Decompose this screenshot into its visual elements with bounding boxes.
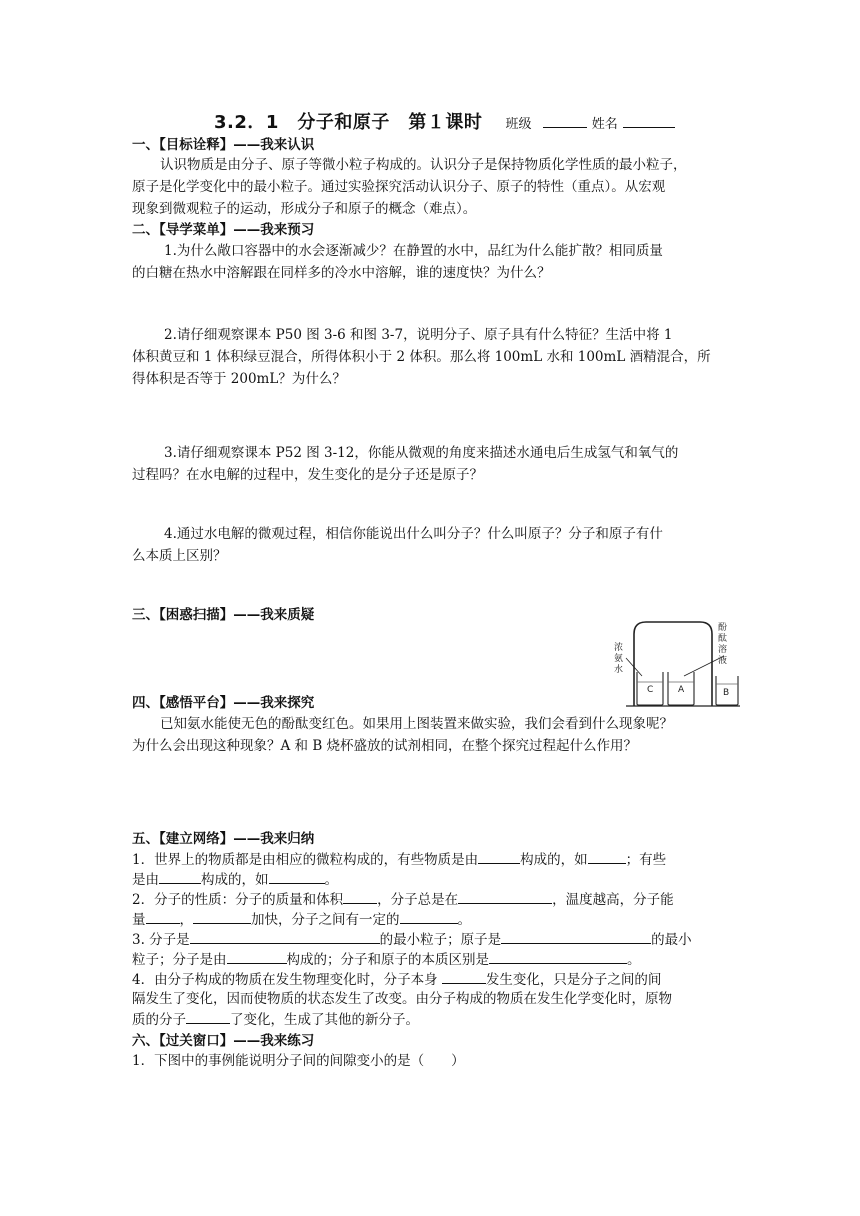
text: ， <box>179 912 193 928</box>
question-1-line: 1.为什么敞口容器中的水会逐渐减少？在静置的水中，品红为什么能扩散？相同质量 <box>164 243 663 259</box>
section-5-heading: 五、【建立网络】——我来归纳 <box>132 831 315 847</box>
text: 。 <box>457 912 471 928</box>
section-1-heading: 一、【目标诠释】——我来认识 <box>132 137 315 153</box>
label-conc-ammonia-3: 水 <box>614 665 624 675</box>
question-1-line: 的白糖在热水中溶解跟在同样多的冷水中溶解，谁的速度快？为什么？ <box>132 265 551 281</box>
text: 加快，分子之间有一定的 <box>251 912 400 928</box>
text: 是由 <box>132 872 159 888</box>
s1-text-line: 现象到微观粒子的运动，形成分子和原子的概念（难点）。 <box>132 201 477 217</box>
name-label: 姓名 <box>591 117 618 132</box>
question-2-line: 2.请仔细观察课本 P50 图 3-6 和图 3-7，说明分子、原子具有什么特征？生活中将 1 <box>164 327 673 343</box>
text: 3. 分子是 <box>132 932 190 948</box>
page-title <box>214 108 675 134</box>
question-4-line: 4.通过水电解的微观过程，相信你能说出什么叫分子？什么叫原子？分子和原子有什 <box>164 526 663 542</box>
item-3-line-1 <box>132 930 692 950</box>
question-4-line: 么本质上区别？ <box>132 548 227 564</box>
beaker-b-letter: B <box>723 688 730 698</box>
fill-blank[interactable] <box>146 910 180 924</box>
ammonia-diffusion-apparatus <box>612 610 742 710</box>
text: 量 <box>132 912 146 928</box>
item-4-line-3 <box>132 1010 419 1030</box>
text: 了变化，生成了其他的新分子。 <box>230 1012 419 1028</box>
fill-blank[interactable] <box>269 870 325 884</box>
text: 的最小粒子；原子是 <box>379 932 502 948</box>
item-4-line-1 <box>132 970 661 990</box>
exercise-1: 1．下图中的事例能说明分子间的间隙变小的是（ ） <box>132 1053 465 1069</box>
label-phenolphthalein-4: 液 <box>718 656 728 666</box>
fill-blank[interactable] <box>442 970 486 984</box>
fill-blank[interactable] <box>400 910 458 924</box>
question-2-line: 得体积是否等于 200mL？为什么？ <box>132 371 346 387</box>
label-conc-ammonia-1: 浓 <box>614 643 624 653</box>
fill-blank[interactable] <box>478 850 520 864</box>
item-3-line-2 <box>132 950 641 970</box>
fill-blank[interactable] <box>159 870 201 884</box>
s1-text-line: 原子是化学变化中的最小粒子。通过实验探究活动认识分子、原子的特性（重点）。从宏观 <box>132 179 666 195</box>
text: 的最小 <box>651 932 692 948</box>
text: 质的分子 <box>132 1012 186 1028</box>
text: 。 <box>627 952 641 968</box>
item-2-line-2 <box>132 910 471 930</box>
class-blank[interactable] <box>543 114 587 128</box>
fill-blank[interactable] <box>458 890 552 904</box>
fill-blank[interactable] <box>193 910 251 924</box>
text: ，温度越高，分子能 <box>552 892 674 908</box>
text: 2．分子的性质：分子的质量和体积 <box>132 892 344 908</box>
name-blank[interactable] <box>623 114 675 128</box>
item-1-line-2 <box>132 870 338 890</box>
text: 1．世界上的物质都是由相应的微粒构成的，有些物质是由 <box>132 852 479 868</box>
s1-text-line: 认识物质是由分子、原子等微小粒子构成的。认识分子是保持物质化学性质的最小粒子， <box>160 157 687 173</box>
s4-text-line: 已知氨水能使无色的酚酞变红色。如果用上图装置来做实验，我们会看到什么现象呢？ <box>160 716 673 732</box>
fill-blank[interactable] <box>343 890 377 904</box>
item-4-line-2: 隔发生了变化，因而使物质的状态发生了改变。由分子构成的物质在发生化学变化时，原物 <box>132 991 672 1007</box>
label-conc-ammonia-2: 氨 <box>614 654 624 664</box>
question-3-line: 3.请仔细观察课本 P52 图 3-12，你能从微观的角度来描述水通电后生成氢气和氧气的 <box>164 445 679 461</box>
text: ，分子总是在 <box>377 892 459 908</box>
text: 。 <box>324 872 338 888</box>
text: 发生变化，只是分子之间的间 <box>485 972 662 988</box>
text: ；有些 <box>625 852 667 868</box>
class-label: 班级 <box>505 117 532 132</box>
text: 4．由分子构成的物质在发生物理变化时，分子本身 <box>132 972 442 988</box>
fill-blank[interactable] <box>501 930 651 944</box>
text: 构成的；分子和原子的本质区别是 <box>286 952 489 968</box>
label-phenolphthalein-2: 酞 <box>718 634 728 644</box>
fill-blank[interactable] <box>489 950 627 964</box>
question-2-line: 体积黄豆和 1 体积绿豆混合，所得体积小于 2 体积。那么将 100mL 水和 100mL 酒精混合，所 <box>132 349 711 365</box>
section-2-heading: 二、【导学菜单】——我来预习 <box>132 222 315 238</box>
text: 构成的，如 <box>201 872 269 888</box>
label-phenolphthalein-3: 溶 <box>718 645 728 655</box>
fill-blank[interactable] <box>186 1010 230 1024</box>
fill-blank[interactable] <box>588 850 626 864</box>
label-phenolphthalein-1: 酚 <box>718 623 728 633</box>
bell-jar <box>634 622 712 706</box>
item-2-line-1 <box>132 890 674 910</box>
text: 粒子；分子是由 <box>132 952 227 968</box>
lesson-title: 3.2．1 分子和原子 第１课时 <box>214 112 483 133</box>
item-1-line-1 <box>132 850 666 870</box>
question-3-line: 过程吗？在水电解的过程中，发生变化的是分子还是原子？ <box>132 467 483 483</box>
section-6-heading: 六、【过关窗口】——我来练习 <box>132 1033 315 1049</box>
text: 构成的，如 <box>520 852 588 868</box>
beaker-c-letter: C <box>647 685 654 695</box>
fill-blank[interactable] <box>190 930 380 944</box>
beaker-a-letter: A <box>678 685 685 695</box>
section-4-heading: 四、【感悟平台】——我来探究 <box>132 695 315 711</box>
section-3-heading: 三、【困惑扫描】——我来质疑 <box>132 607 315 623</box>
s4-text-line: 为什么会出现这种现象？A 和 B 烧杯盛放的试剂相同，在整个探究过程起什么作用？ <box>132 738 638 754</box>
fill-blank[interactable] <box>227 950 287 964</box>
